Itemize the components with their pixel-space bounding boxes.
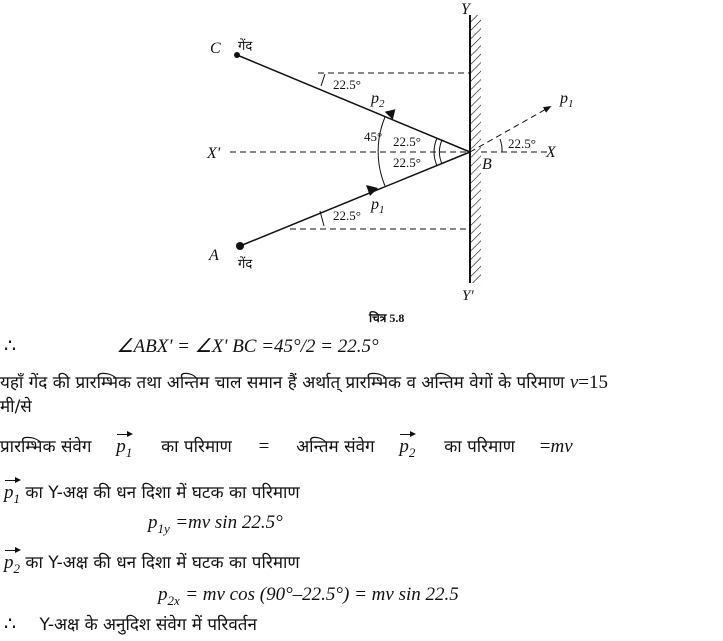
momentum-magnitude-line [0, 432, 573, 461]
speed-unit-line [0, 394, 32, 417]
p1-label: $p_1$ [371, 196, 385, 216]
equals-2: = [539, 436, 551, 457]
momentum-change-text: Y-अक्ष के अनुदिश संवेग में परिवर्तन [39, 615, 257, 635]
p1y-lhs: $p_{1y}$ [148, 512, 170, 536]
p1-out-label: $p_1$ [560, 90, 574, 110]
final-momentum-text: अन्तिम संवेग [296, 437, 375, 457]
angle-inner-upper: 22.5° [393, 134, 421, 149]
speed-value: =15 [578, 372, 608, 393]
angle-right-outer: 22.5° [508, 136, 536, 151]
p2x-lhs: $p_{2x}$ [158, 584, 180, 608]
p1-component-line [0, 478, 300, 507]
speed-unit: मी/से [0, 397, 32, 417]
p2-vector-2: $p_2$ [4, 548, 20, 577]
therefore-symbol-2: ∴ [4, 614, 17, 635]
mv-symbol: mv [550, 436, 573, 457]
p2-vector: $p_2$ [399, 432, 415, 461]
momentum-change-line [0, 612, 257, 636]
ball-bottom-label: गेंद [238, 256, 253, 271]
p2-label: $p_2$ [371, 90, 385, 110]
point-b-label: B [482, 156, 492, 173]
therefore-symbol: ∴ [4, 336, 17, 357]
p1y-equation-line [148, 512, 283, 537]
angle-equation-line [0, 335, 379, 358]
speed-statement: यहाँ गेंद की प्रारम्भिक तथा अन्तिम चाल समान हैं अर्थात् प्रारम्भिक व अन्तिम वेगों के परिमाण [0, 373, 565, 393]
speed-symbol: v [569, 372, 579, 393]
p1-vector: $p_1$ [116, 432, 132, 461]
angle-bottom-outer: 22.5° [333, 208, 361, 223]
initial-momentum-text: प्रारम्भिक संवेग [0, 437, 92, 457]
p1-component-text: का Y-अक्ष की धन दिशा में घटक का परिमाण [25, 483, 300, 503]
p1-vector-2: $p_1$ [4, 478, 20, 507]
p2-component-line [0, 548, 300, 577]
angle-inner-lower: 22.5° [393, 155, 421, 170]
point-c-label: C [210, 40, 221, 57]
x-left-label: X' [207, 145, 221, 162]
wall [470, 15, 481, 283]
figure-caption: चित्र 5.8 [369, 311, 405, 325]
speed-statement-line [0, 370, 608, 394]
y-bottom-label: Y' [462, 288, 474, 304]
ball-start-dot [236, 242, 244, 250]
p1y-rhs: =mv sin 22.5° [175, 512, 283, 533]
p2-component-text: का Y-अक्ष की धन दिशा में घटक का परिमाण [25, 553, 300, 573]
angle-equation: ∠ABX' = ∠X' BC =45°/2 = 22.5° [116, 336, 379, 357]
magnitude-text-1: का परिमाण [161, 437, 232, 457]
x-right-label: X [546, 144, 556, 161]
angle-inner-total: 45° [364, 129, 383, 144]
p2x-equation-line [158, 584, 459, 609]
ball-top-label: गेंद [238, 38, 253, 53]
magnitude-text-2: का परिमाण [444, 437, 515, 457]
angle-top-outer: 22.5° [333, 77, 361, 92]
y-top-label: Y [461, 1, 470, 18]
p2x-rhs: = mv cos (90°–22.5°) = mv sin 22.5 [185, 584, 459, 605]
equals-1: = [258, 436, 270, 457]
point-a-label: A [209, 247, 219, 264]
